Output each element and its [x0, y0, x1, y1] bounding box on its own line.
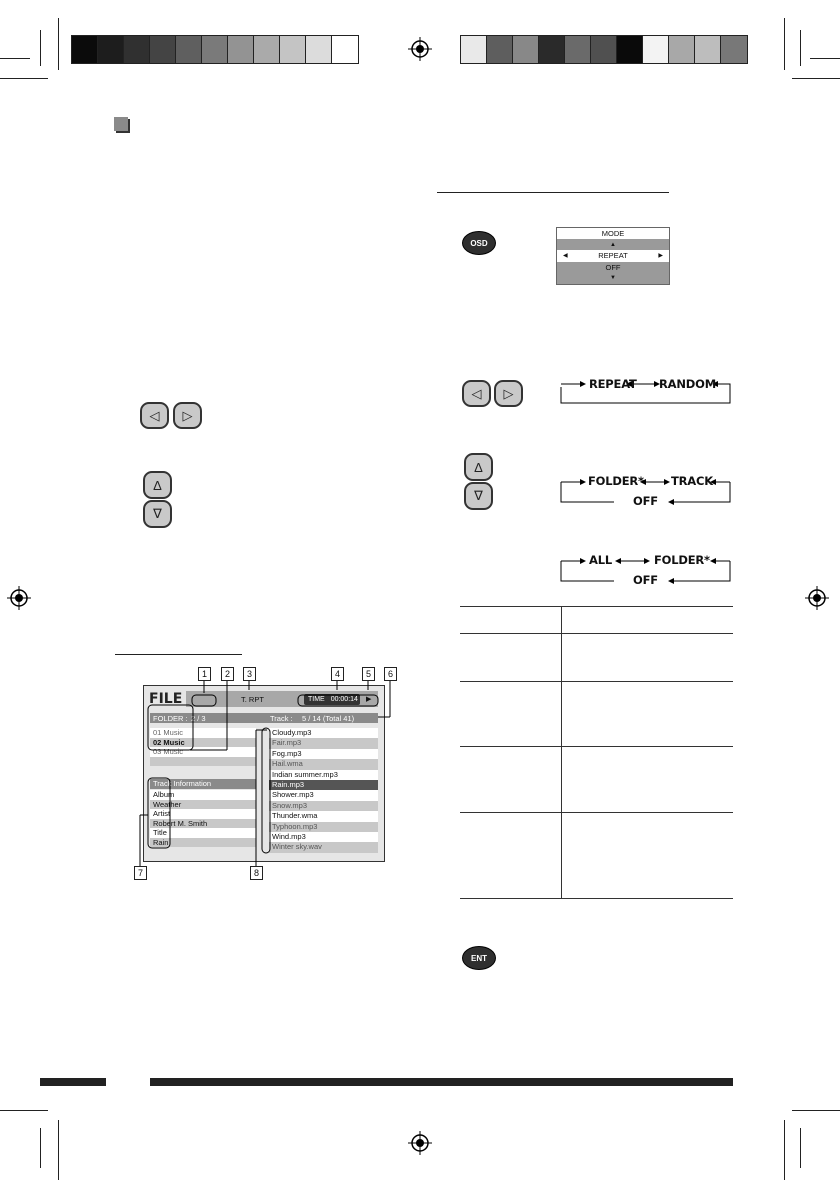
callout-3: 3	[243, 667, 256, 681]
track-item[interactable]: Shower.mp3	[269, 790, 378, 800]
mode-left-icon[interactable]: ◀	[563, 253, 568, 260]
table-rule	[460, 898, 733, 899]
track-info-item: Title	[150, 828, 256, 838]
track-item[interactable]: Indian summer.mp3	[269, 770, 378, 780]
color-swatch	[228, 36, 254, 63]
osd-label: OSD	[470, 238, 488, 248]
crop-mark	[0, 78, 48, 79]
color-swatch	[306, 36, 332, 63]
color-swatch	[695, 36, 721, 63]
color-swatch	[280, 36, 306, 63]
crop-mark	[40, 30, 41, 66]
table-rule	[460, 746, 733, 747]
left-arrow-icon: ◁	[149, 407, 160, 423]
callout-leaders	[130, 665, 405, 885]
color-bars-left	[71, 35, 359, 64]
flow-off: OFF	[633, 494, 658, 508]
registration-mark-icon	[408, 1131, 432, 1155]
flow-off-2: OFF	[633, 573, 658, 587]
ent-button[interactable]	[462, 946, 496, 970]
play-icon: ▶	[366, 696, 372, 703]
track-info-item: Weather	[150, 800, 256, 810]
time-value: 00:00:14	[330, 696, 358, 703]
crop-mark	[58, 1120, 59, 1180]
mode-up-icon[interactable]: ▲	[557, 239, 669, 250]
callout-5: 5	[362, 667, 375, 681]
mode-menu	[556, 227, 670, 285]
up-arrow-button[interactable]	[143, 471, 172, 499]
table-divider	[561, 606, 562, 898]
up-arrow-button[interactable]	[464, 453, 493, 481]
right-arrow-button[interactable]	[173, 402, 202, 429]
footer-bar-right	[150, 1078, 733, 1086]
color-swatch	[617, 36, 643, 63]
registration-mark-icon	[7, 586, 31, 610]
ent-label: ENT	[471, 953, 487, 963]
callout-6: 6	[384, 667, 397, 681]
mode-title: MODE	[557, 228, 669, 239]
down-arrow-button[interactable]	[143, 500, 172, 528]
track-label: Track :	[270, 714, 293, 723]
mode-right-icon[interactable]: ▶	[658, 253, 663, 260]
table-rule	[460, 681, 733, 682]
crop-mark	[784, 1120, 785, 1180]
color-swatch	[513, 36, 539, 63]
folder-value: 2 / 3	[191, 714, 206, 723]
color-swatch	[176, 36, 202, 63]
color-swatch	[721, 36, 747, 63]
color-swatch	[461, 36, 487, 63]
time-label: TIME	[308, 696, 325, 703]
track-item[interactable]: Fair.mp3	[269, 738, 378, 748]
track-item[interactable]: Snow.mp3	[269, 801, 378, 811]
callout-4: 4	[331, 667, 344, 681]
color-swatch	[98, 36, 124, 63]
down-arrow-button[interactable]	[464, 482, 493, 510]
registration-mark-icon	[408, 37, 432, 61]
track-info-item: Artist	[150, 809, 256, 819]
crop-mark	[792, 1110, 840, 1111]
folder-label: FOLDER :	[153, 714, 188, 723]
track-value: 5 / 14 (Total 41)	[302, 714, 355, 723]
mode-item: REPEAT	[598, 251, 628, 261]
color-swatch	[643, 36, 669, 63]
section-square-icon	[114, 117, 128, 131]
callout-8: 8	[250, 866, 263, 880]
flow-repeat: REPEAT	[589, 377, 637, 391]
callout-2: 2	[221, 667, 234, 681]
registration-mark-icon	[805, 586, 829, 610]
color-swatch	[72, 36, 98, 63]
osd-button[interactable]	[462, 231, 496, 255]
crop-mark	[58, 18, 59, 70]
right-arrow-icon: ▷	[503, 385, 514, 401]
folder-item[interactable]: 03 Music	[150, 747, 256, 757]
color-swatch	[332, 36, 358, 63]
callout-1: 1	[198, 667, 211, 681]
track-item[interactable]: Fog.mp3	[269, 749, 378, 759]
crop-mark	[0, 1110, 48, 1111]
color-swatch	[539, 36, 565, 63]
flow-random: RANDOM	[659, 377, 716, 391]
color-swatch	[150, 36, 176, 63]
left-arrow-button[interactable]	[462, 380, 491, 407]
table-rule	[460, 633, 733, 634]
down-arrow-icon: ∇	[474, 488, 483, 503]
folder-item[interactable]: 02 Music	[150, 738, 256, 748]
flow-all: ALL	[589, 553, 612, 567]
crop-mark	[800, 30, 801, 66]
right-arrow-icon: ▷	[182, 407, 193, 423]
flow-track: TRACK	[671, 474, 713, 488]
folder-item[interactable]: 01 Music	[150, 728, 256, 738]
track-info-item: Rain	[150, 838, 256, 848]
track-item[interactable]: Rain.mp3	[269, 780, 378, 790]
track-info-item: Album	[150, 790, 256, 800]
table-rule	[460, 606, 733, 607]
up-arrow-icon: ∆	[474, 459, 483, 475]
mode-value: OFF	[557, 262, 669, 273]
left-arrow-button[interactable]	[140, 402, 169, 429]
track-item[interactable]: Thunder.wma	[269, 811, 378, 821]
track-info-item: Robert M. Smith	[150, 819, 256, 829]
mode-down-icon[interactable]: ▼	[557, 273, 669, 284]
color-bars-right	[460, 35, 748, 64]
crop-mark	[784, 18, 785, 70]
flow-folder: FOLDER*	[588, 474, 644, 488]
down-arrow-icon: ∇	[153, 506, 162, 521]
crop-mark	[792, 78, 840, 79]
heading-rule	[437, 192, 669, 193]
track-item[interactable]: Typhoon.mp3	[269, 822, 378, 832]
color-swatch	[669, 36, 695, 63]
track-info-header: Track Information	[150, 779, 256, 789]
color-swatch	[487, 36, 513, 63]
track-item[interactable]: Wind.mp3	[269, 832, 378, 842]
crop-mark	[800, 1128, 801, 1168]
table-rule	[460, 812, 733, 813]
flow-folder-2: FOLDER*	[654, 553, 710, 567]
color-swatch	[591, 36, 617, 63]
color-swatch	[254, 36, 280, 63]
crop-mark	[40, 1128, 41, 1168]
repeat-mode: T. RPT	[241, 695, 264, 704]
left-arrow-icon: ◁	[471, 385, 482, 401]
track-item[interactable]: Hail.wma	[269, 759, 378, 769]
crop-mark	[810, 58, 840, 59]
heading-rule	[115, 654, 242, 655]
color-swatch	[565, 36, 591, 63]
mode-item-row[interactable]	[557, 250, 669, 261]
crop-mark	[0, 58, 30, 59]
track-item[interactable]: Winter sky.wav	[269, 842, 378, 852]
color-swatch	[202, 36, 228, 63]
footer-bar-left	[40, 1078, 106, 1086]
up-arrow-icon: ∆	[153, 477, 162, 493]
file-title: FILE	[149, 691, 183, 707]
right-arrow-button[interactable]	[494, 380, 523, 407]
callout-7: 7	[134, 866, 147, 880]
color-swatch	[124, 36, 150, 63]
track-item[interactable]: Cloudy.mp3	[269, 728, 378, 738]
